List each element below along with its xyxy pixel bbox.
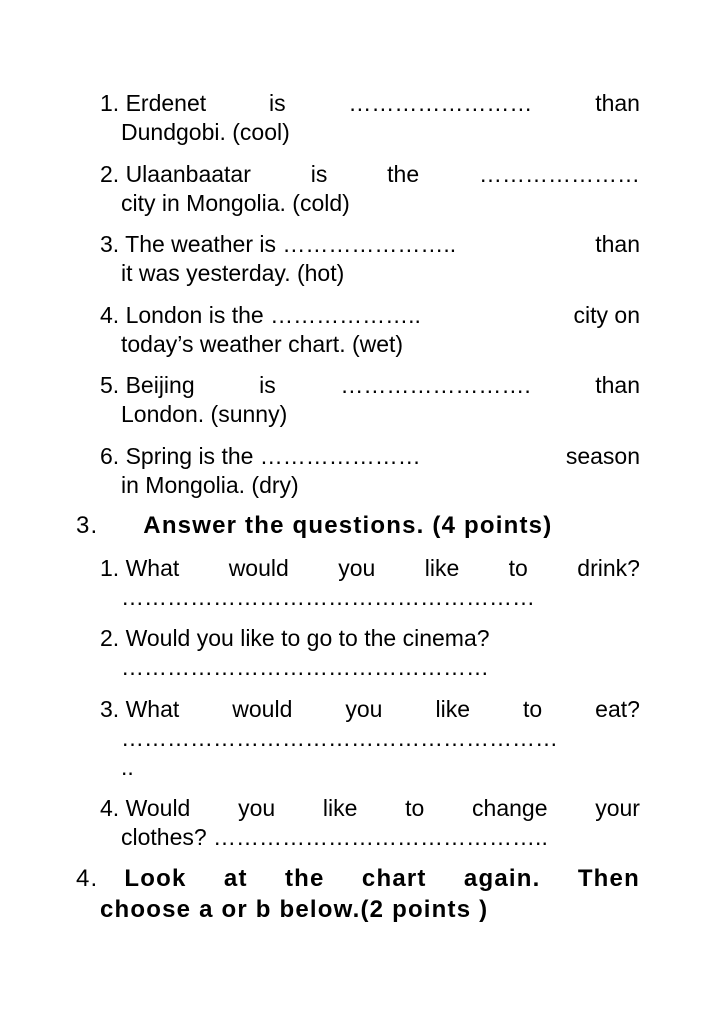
question-3-word: to xyxy=(522,696,543,722)
question-1-word: like xyxy=(424,555,460,581)
item-4-words: 4. London is the ……………….. xyxy=(100,302,421,328)
question-1-word: you xyxy=(338,555,376,581)
question-3-word: you xyxy=(345,696,383,722)
section-3-title: Answer the questions. (4 points) xyxy=(143,512,553,539)
item-4-line-2: today’s weather chart. (wet) xyxy=(121,331,404,357)
section-4-word: the xyxy=(284,865,325,892)
question-4-word: like xyxy=(322,795,358,821)
item-5-line-2: London. (sunny) xyxy=(121,401,288,427)
item-2-line-1 xyxy=(100,160,640,188)
question-3-answer-line: .. xyxy=(121,754,134,780)
section-3-heading xyxy=(76,511,552,541)
question-4-word: change xyxy=(472,795,548,821)
item-4-line-1 xyxy=(100,301,640,329)
item-5-word: than xyxy=(595,372,640,398)
section-3-number: 3. xyxy=(76,512,99,539)
item-5-line-1 xyxy=(100,371,640,399)
question-1-line-1 xyxy=(100,554,640,582)
item-6-line-2: in Mongolia. (dry) xyxy=(121,472,299,498)
question-3-word: like xyxy=(435,696,470,722)
item-5-blank: ……………………. xyxy=(340,372,531,398)
section-4-word: chart xyxy=(361,865,427,892)
item-1-blank: …………………… xyxy=(348,90,533,116)
section-4-words xyxy=(124,864,640,894)
question-4-line-1 xyxy=(100,794,640,822)
question-3-answer-line: ………………………………………………… xyxy=(121,725,558,751)
item-5-word: 5. Beijing xyxy=(100,372,195,398)
section-4-line-2: choose a or b below.(2 points ) xyxy=(100,896,489,923)
section-4-line-1 xyxy=(76,864,640,894)
item-1-line-2: Dundgobi. (cool) xyxy=(121,119,290,145)
section-4-word: Then xyxy=(577,865,640,892)
question-3-line-1 xyxy=(100,695,640,723)
question-1-word: would xyxy=(228,555,289,581)
question-2-text: 2. Would you like to go to the cinema? xyxy=(100,625,490,651)
question-1-word: drink? xyxy=(577,555,640,581)
item-2-blank: ………………… xyxy=(478,161,640,187)
question-3-word: would xyxy=(232,696,293,722)
section-4-word: at xyxy=(223,865,248,892)
item-3-line-1 xyxy=(100,230,640,258)
item-1-word: 1. Erdenet xyxy=(100,90,207,116)
item-5-word: is xyxy=(259,372,276,398)
question-4-word: your xyxy=(595,795,640,821)
item-3-line-2: it was yesterday. (hot) xyxy=(121,260,345,286)
section-4-word: Look xyxy=(124,865,187,892)
item-1-line-1 xyxy=(100,89,640,117)
item-2-word: 2. Ulaanbaatar xyxy=(100,161,251,187)
section-4-word: again. xyxy=(463,865,541,892)
question-3-word: eat? xyxy=(595,696,640,722)
question-4-answer-line: clothes? …………………………………….. xyxy=(121,824,548,850)
item-3-word: than xyxy=(595,231,640,257)
item-6-line-1 xyxy=(100,442,640,470)
item-6-words: 6. Spring is the ………………… xyxy=(100,443,421,469)
question-1-answer-line: ……………………………………………… xyxy=(121,584,535,610)
question-4-word: 4. Would xyxy=(100,795,191,821)
item-1-word: than xyxy=(595,90,640,116)
question-2-line-1 xyxy=(100,624,640,652)
item-2-line-2: city in Mongolia. (cold) xyxy=(121,190,350,216)
item-4-words: city on xyxy=(573,302,640,328)
question-2-answer-line: ………………………………………… xyxy=(121,654,489,680)
question-4-word: to xyxy=(405,795,425,821)
question-1-word: 1. What xyxy=(100,555,180,581)
item-3-words: 3. The weather is ………………….. xyxy=(100,231,457,257)
section-4-heading xyxy=(76,864,640,894)
question-1-word: to xyxy=(508,555,528,581)
item-6-word: season xyxy=(565,443,640,469)
question-4-word: you xyxy=(238,795,276,821)
item-2-word: is xyxy=(310,161,328,187)
item-2-word: the xyxy=(387,161,420,187)
question-3-word: 3. What xyxy=(100,696,180,722)
item-1-word: is xyxy=(268,90,286,116)
section-4-number: 4. xyxy=(76,865,99,892)
